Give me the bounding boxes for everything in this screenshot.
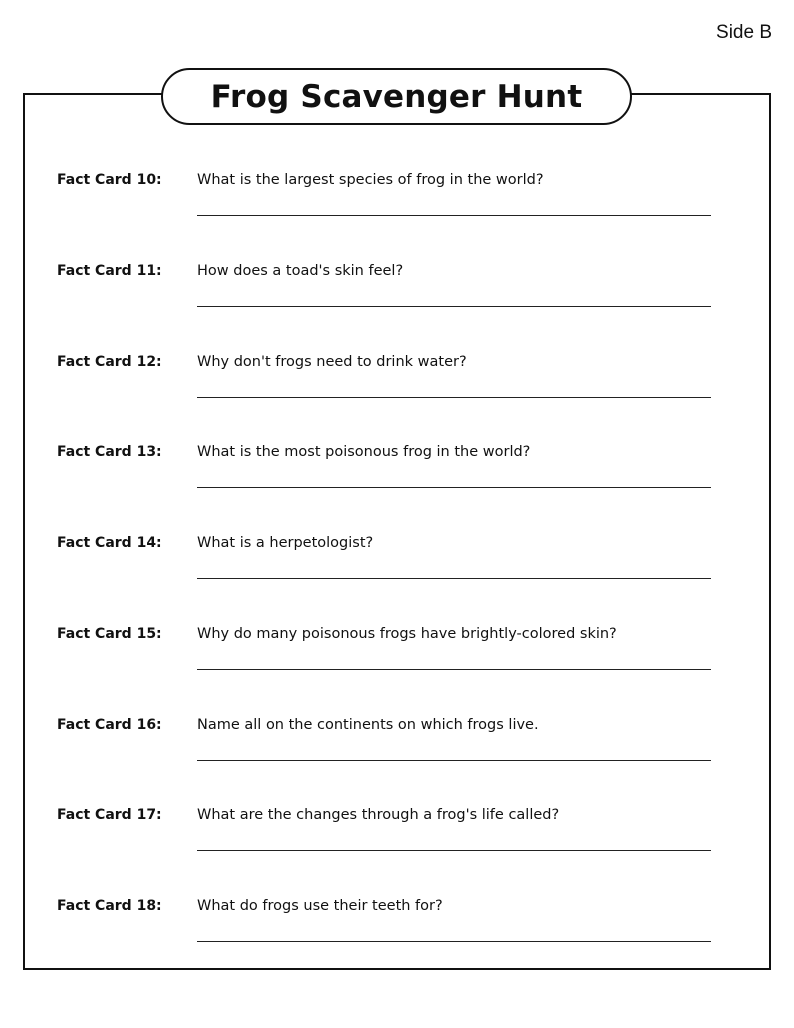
fact-card-question: Name all on the continents on which frogs live.: [197, 717, 539, 733]
answer-line[interactable]: [197, 215, 711, 216]
answer-line[interactable]: [197, 578, 711, 579]
answer-line[interactable]: [197, 941, 711, 942]
fact-card-question: What is a herpetologist?: [197, 535, 374, 551]
answer-line[interactable]: [197, 306, 711, 307]
fact-card-row: [0, 717, 794, 797]
answer-line[interactable]: [197, 487, 711, 488]
fact-card-row: [0, 172, 794, 252]
fact-card-row: [0, 626, 794, 706]
fact-card-question: What is the most poisonous frog in the world?: [197, 444, 531, 460]
fact-card-question: What is the largest species of frog in the world?: [197, 172, 544, 188]
fact-card-label: Fact Card 14:: [57, 535, 162, 551]
fact-card-row: [0, 535, 794, 615]
answer-line[interactable]: [197, 669, 711, 670]
answer-line[interactable]: [197, 760, 711, 761]
fact-card-question: How does a toad's skin feel?: [197, 263, 404, 279]
fact-card-row: [0, 444, 794, 524]
side-label: Side B: [716, 22, 772, 43]
fact-card-question: What do frogs use their teeth for?: [197, 898, 443, 914]
page-title: Frog Scavenger Hunt: [210, 78, 583, 115]
fact-card-label: Fact Card 10:: [57, 172, 162, 188]
fact-card-question: Why don't frogs need to drink water?: [197, 354, 467, 370]
fact-card-question: Why do many poisonous frogs have brightly-colored skin?: [197, 626, 617, 642]
fact-card-row: [0, 898, 794, 978]
fact-card-label: Fact Card 15:: [57, 626, 162, 642]
answer-line[interactable]: [197, 850, 711, 851]
fact-card-label: Fact Card 13:: [57, 444, 162, 460]
fact-card-label: Fact Card 11:: [57, 263, 162, 279]
fact-card-label: Fact Card 12:: [57, 354, 162, 370]
fact-card-label: Fact Card 17:: [57, 807, 162, 823]
fact-card-row: [0, 263, 794, 343]
fact-card-question: What are the changes through a frog's life called?: [197, 807, 560, 823]
answer-line[interactable]: [197, 397, 711, 398]
fact-card-label: Fact Card 16:: [57, 717, 162, 733]
title-banner: [161, 68, 632, 125]
fact-card-row: [0, 807, 794, 887]
fact-card-row: [0, 354, 794, 434]
fact-card-label: Fact Card 18:: [57, 898, 162, 914]
